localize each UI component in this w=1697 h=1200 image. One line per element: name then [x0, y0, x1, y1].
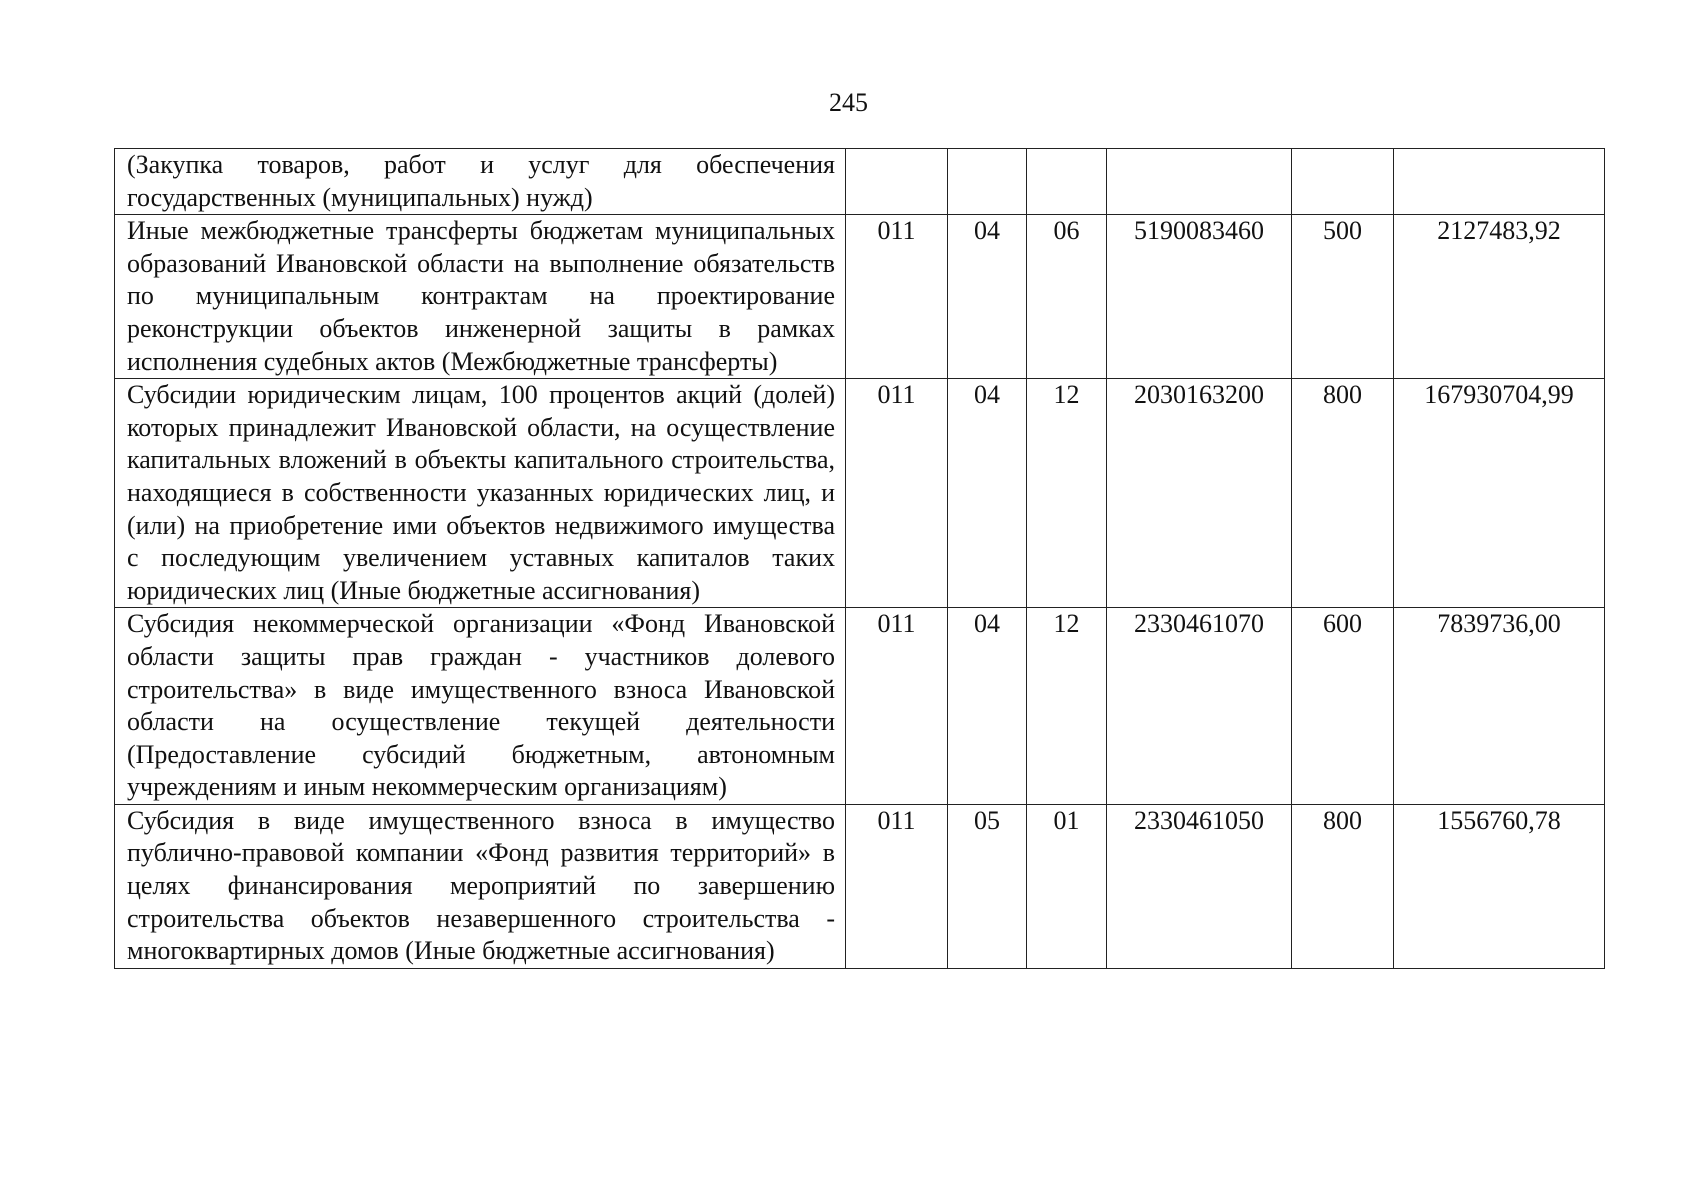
- row-ved-code: 011: [846, 379, 948, 608]
- row-amount: 1556760,78: [1394, 804, 1605, 968]
- row-ved-code: 011: [846, 608, 948, 805]
- row-description: Субсидия некоммерческой организации «Фонд Ивановской области защиты прав граждан - участников долевого строительства» в виде имущественного взноса Ивановской области на осуществление текущей деятельности (Предоставление субсидий бюджетным, автономным учреждениям и иным некоммерческим организациям): [115, 608, 846, 805]
- row-target-code: 5190083460: [1107, 215, 1292, 379]
- table-row: [115, 149, 1605, 215]
- row-description: Субсидии юридическим лицам, 100 процентов акций (долей) которых принадлежит Ивановской области, на осуществление капитальных вложений в объекты капитального строительства, находящиеся в собственности указанных юридических лиц, и (или) на приобретение ими объектов недвижимого имущества с последующим увеличением уставных капиталов таких юридических лиц (Иные бюджетные ассигнования): [115, 379, 846, 608]
- row-description: (Закупка товаров, работ и услуг для обеспечения государственных (муниципальных) нужд): [115, 149, 846, 215]
- row-subsection-code: 12: [1027, 379, 1107, 608]
- budget-table: [114, 148, 1605, 969]
- row-amount: 2127483,92: [1394, 215, 1605, 379]
- row-target-code: 2330461050: [1107, 804, 1292, 968]
- row-description: Субсидия в виде имущественного взноса в имущество публично-правовой компании «Фонд развития территорий» в целях финансирования мероприятий по завершению строительства объектов незавершенного строительства - многоквартирных домов (Иные бюджетные ассигнования): [115, 804, 846, 968]
- row-section-code: 05: [948, 804, 1027, 968]
- row-section-code: 04: [948, 215, 1027, 379]
- row-subsection-code: [1027, 149, 1107, 215]
- row-description: Иные межбюджетные трансферты бюджетам муниципальных образований Ивановской области на выполнение обязательств по муниципальным контрактам на проектирование реконструкции объектов инженерной защиты в рамках исполнения судебных актов (Межбюджетные трансферты): [115, 215, 846, 379]
- row-subsection-code: 12: [1027, 608, 1107, 805]
- page-number: 245: [829, 88, 868, 117]
- row-target-code: 2330461070: [1107, 608, 1292, 805]
- table-row: [115, 215, 1605, 379]
- table-row: [115, 804, 1605, 968]
- row-expense-type-code: 500: [1292, 215, 1394, 379]
- row-amount: [1394, 149, 1605, 215]
- row-expense-type-code: 600: [1292, 608, 1394, 805]
- table-row: [115, 608, 1605, 805]
- row-ved-code: 011: [846, 804, 948, 968]
- row-expense-type-code: 800: [1292, 804, 1394, 968]
- row-section-code: 04: [948, 379, 1027, 608]
- row-ved-code: [846, 149, 948, 215]
- row-target-code: 2030163200: [1107, 379, 1292, 608]
- row-expense-type-code: [1292, 149, 1394, 215]
- row-subsection-code: 01: [1027, 804, 1107, 968]
- row-target-code: [1107, 149, 1292, 215]
- row-amount: 7839736,00: [1394, 608, 1605, 805]
- row-expense-type-code: 800: [1292, 379, 1394, 608]
- table-row: [115, 379, 1605, 608]
- row-amount: 167930704,99: [1394, 379, 1605, 608]
- row-subsection-code: 06: [1027, 215, 1107, 379]
- row-ved-code: 011: [846, 215, 948, 379]
- row-section-code: [948, 149, 1027, 215]
- row-section-code: 04: [948, 608, 1027, 805]
